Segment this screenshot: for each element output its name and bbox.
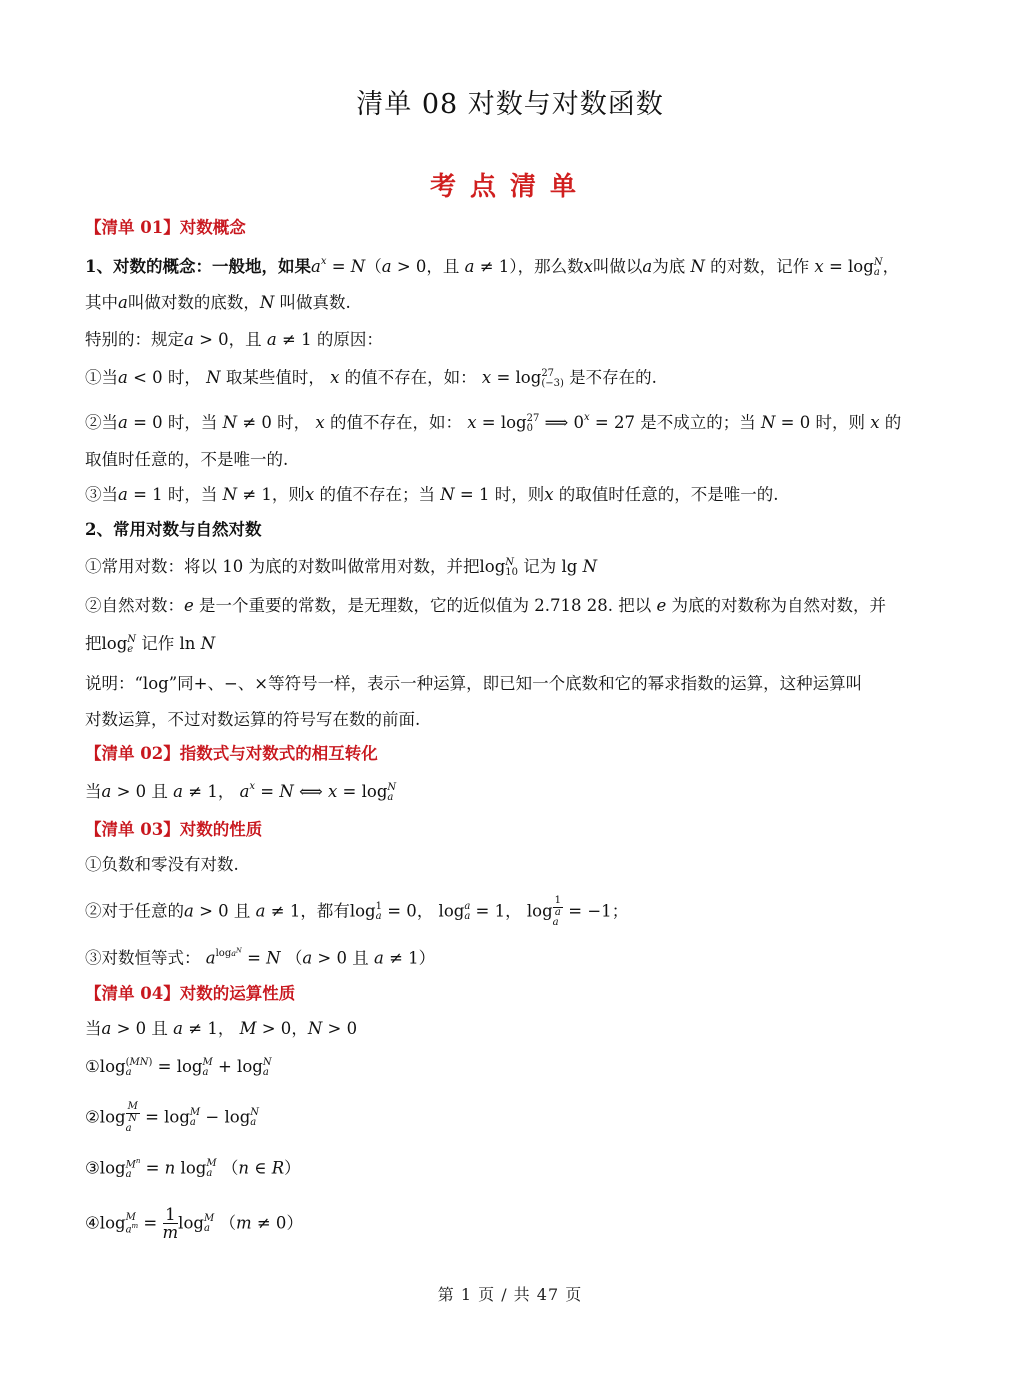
property-line-2: ②对于任意的a > 0 且 a ≠ 1，都有log 1 a = 0， log a a = 1， log 1 a a = −1；	[85, 895, 629, 928]
property-line-3: ③对数恒等式： $a^{loga^N} = N$ （a > 0 且 a ≠ 1）	[85, 946, 436, 968]
page-footer: 第 1 页 / 共 47 页	[437, 1285, 583, 1304]
section-header-03: 【清单 03】对数的性质	[85, 820, 263, 839]
section-header-02: 【清单 02】指数式与对数式的相互转化	[85, 744, 378, 763]
section-header-01: 【清单 01】对数概念	[85, 218, 246, 237]
natural-log-line-1: ②自然对数：e 是一个重要的常数，是无理数，它的近似值为 2.718 28. 把以 e 为底的对数称为自然对数，并	[85, 596, 886, 615]
case-line-3: ③当a = 1 时，当 N ≠ 1，则x 的值不存在；当 N = 1 时，则x 的取值时任意的，不是唯一的.	[85, 485, 779, 504]
operation-condition: 当a > 0 且 a ≠ 1， M > 0，N > 0	[85, 1019, 358, 1038]
definition-line-2: 其中a叫做对数的底数，N 叫做真数.	[85, 293, 351, 312]
case-line-2-cont: 取值时任意的，不是唯一的.	[85, 450, 289, 469]
formula-3: ③log $M^n$ a = n log M a （n ∈ R）	[85, 1157, 301, 1181]
page-title: 清单 08 对数与对数函数	[356, 89, 664, 120]
formula-2: ②log M N a = log M a − log N a	[85, 1101, 260, 1134]
formula-1: ①log (MN) a = log M a + log N a	[85, 1056, 272, 1078]
note-line-2: 对数运算，不过对数运算的符号写在数的前面.	[85, 710, 421, 729]
case-line-1: ①当a < 0 时， N 取某些值时， x 的值不存在，如： x = log 27 (−3) 是不存在的.	[85, 367, 657, 389]
formula-4: ④log M $a^m$ = $\frac{1}{m}$ log M a （m ≠ 0）	[85, 1205, 303, 1243]
definition-line-1: 1、对数的概念：一般地，如果$a^x = N(a > 0$，且 a ≠ 1），那么数x叫做以a为底 N 的对数，记作 x = log N a ，	[85, 256, 900, 278]
section-header-04: 【清单 04】对数的运算性质	[85, 984, 296, 1003]
special-line: 特别的：规定a > 0，且 a ≠ 1 的原因：	[85, 330, 383, 349]
subsection-common-natural-log: 2、常用对数与自然对数	[85, 520, 262, 539]
section-subtitle: 考点清单	[429, 172, 590, 202]
case-line-2: ②当a = 0 时，当 N ≠ 0 时， x 的值不存在，如： x = log 27 0 ⟹ $0^x = 27$ 是不成立的；当 N = 0 时，则 x 的	[85, 412, 902, 434]
property-line-1: ①负数和零没有对数.	[85, 855, 239, 874]
natural-log-line-2: 把log N e 记作 ln N	[85, 633, 216, 655]
note-line-1: 说明：“log”同+、−、×等符号一样，表示一种运算，即已知一个底数和它的幂求指数的运算，这种运算叫	[85, 674, 863, 693]
common-log-line: ①常用对数：将以 10 为底的对数叫做常用对数，并把log N 10 记为 lg N	[85, 556, 598, 578]
conversion-line: 当a > 0 且 a ≠ 1， $a^x = N$ ⟺ x = log N a	[85, 781, 397, 803]
